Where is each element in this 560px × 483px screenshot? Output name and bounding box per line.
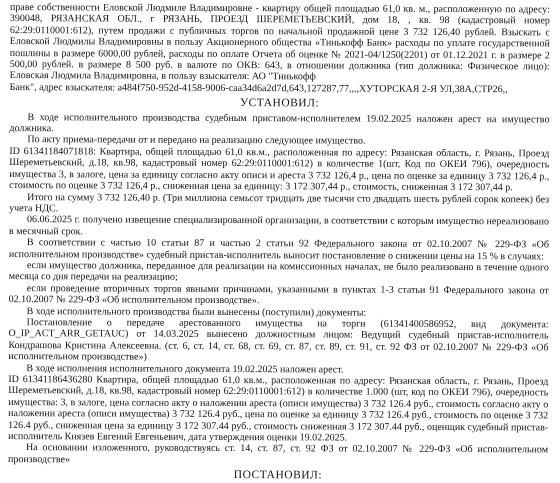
paragraph-13: На основании изложенного, руководствуясь ст. 14, ст. 87, ст. 92 ФЗ от 02.10.2007 № 229-ФЗ «Об исполнительном производстве» [7, 442, 549, 466]
heading-ustanovil: УСТАНОВИЛ: [239, 97, 320, 110]
paragraph-5: 06.06.2025 г. получено извещение специализированной организации, в соответствии с которым имущество нереализовано в месячный срок. [8, 214, 550, 238]
paragraph-top-2: Банк", адрес взыскателя: a484f750-952d-4158-9006-caa34d6a2d7d,643,127287,77,,,,ХУТОРСКАЯ 2-Я УЛ,38А,СТР26,, [9, 81, 508, 96]
paragraph-10: Постановление о передаче арестованного имущества на торги (61341400586952, вид документа: O_IP_ACT_ARR_GETAUC) от 14.03.2025 вынесено должностным лицом: Ведущий судебный пристав-исполнитель Кондрашова Кристина Алексеевна. (ст. 6, ст. 14, ст. 68, ст. 69, ст. 87, ст. 89, ст. 91, ст. 92 ФЗ от 02.10.2007 № 229-ФЗ «Об исполнительном производстве») [8, 317, 549, 363]
paragraph-2: По акту приема-передачи от и передано на реализацию следующее имущество. [27, 134, 366, 148]
paragraph-8: если проведение вторичных торгов явными причинами, указанными в пунктах 1-3 статьи 91 Федерального закона от 02.10.2007 № 229-ФЗ «Об исполнительном производстве». [8, 282, 549, 307]
paragraph-11: В ходе исполнения исполнительного документа 19.02.2025 наложен арест. [26, 362, 344, 376]
paragraph-7: если имущество должника, переданное для реализации на комиссионных началах, не было реализовано в течение одного месяца со дня передачи на реализацию; [8, 260, 549, 284]
paragraph-6: В соответствии с частью 10 статьи 87 и частью 2 статьи 92 Федерального закона от 02.10.2007 № 229-ФЗ «Об исполнительном производстве» судебный пристав-исполнитель выносит постановление о снижении цены на 15 % в случаях: [8, 237, 549, 262]
paragraph-9: В ходе исполнительного производства были вынесены (поступили) документы: [26, 305, 367, 319]
paragraph-12: ID 61341186436280 Квартира, общей площадью 61,0 кв.м., расположенная по адресу: Рязанская область, г. Рязань, Проезд Шереметьевский, д.18, кв.98, кадастровый номер 62:29:0110001:612) в количестве 1.000 (шт, код по ОКЕИ 796), очередность имущества: 3, в залоге, цена согласно акту о наложении ареста (описи имущества) 3 732 126.4 руб., стоимость согласно акту о наложении ареста (описи имущества) 3 732 126.4 руб., цена по оценке за единицу 3 732 126.4 руб., стоимость по оценке 3 732 126.4 руб., сниженная цена за единицу 3 172 307.44 руб., стоимость сниженная 3 172 307.44 руб., оценщик судебный пристав-исполнитель Князев Евгений Евгеньевич, дата утверждения оценки 19.02.2025. [8, 374, 549, 444]
paragraph-3: ID 61341184071818: Квартира, общей площадью 61,0 кв.м., расположенная по адресу: Рязанская область, г. Рязань, Проезд Шереметьевский, д.18, кв.98, кадастровый номер 62:29:0110001:612) в количестве 1(шт, Код по ОКЕИ 796), очередность имущества 3, в залоге, цена за единицу согласно акту описи и ареста 3 732 126,4 р., цена по оценке за единицу 3 732 126,4 р., стоимость по оценке 3 732 126,4 р., сниженная цена за единицу: 3 172 307,44 р., стоимость, сниженная 3 172 307,44 р. [9, 145, 550, 194]
heading-postanovil: ПОСТАНОВИЛ: [233, 469, 323, 482]
paragraph-top-1-text: праве собственности Еловской Людмиле Владимировне - квартиру общей площадью 61,0 кв. м., расположенную по адресу: 390048, РЯЗАНСКАЯ ОБЛ., г РЯЗАНЬ, ПРОЕЗД ШЕРЕМЕТЬЕВСКИЙ, дом 18, , кв. 98 (кадастровый номер 62:29:0110001:612), путем продажи с публичных торгов по начальной продажной цене 3 732 126,40 рублей. Взыскать с Еловской Людмилы Владимировны в пользу Акционерного общества «Тинькофф Банк» расходы по уплате государственной пошлины в размере 6000,00 рублей, расходы по оплате Отчета об оценке № 2021-04/1250(2201) от 01.12.2021 г. в размере 2 500,00 рублей. в размере 8 500 руб. в валюте по ОКВ: 643, в отношении должника (тип должника: Физическое лицо): Еловская Людмила Владимировна, [9, 2, 550, 83]
paragraph-4: Итого на сумму 3 732 126,40 р. (Три миллиона семьсот тридцать две тысячи сто двадцать шесть рублей сорок копеек) без учета НДС. [9, 191, 550, 215]
paragraph-top-1 [10, 2, 550, 84]
paragraph-top-1-tail: в пользу взыскателя: АО "Тинькофф [161, 71, 316, 83]
paragraph-1: В ходе исполнительного производства судебным приставом-исполнителем 19.02.2025 наложен арест на имущество должника. [9, 111, 550, 135]
